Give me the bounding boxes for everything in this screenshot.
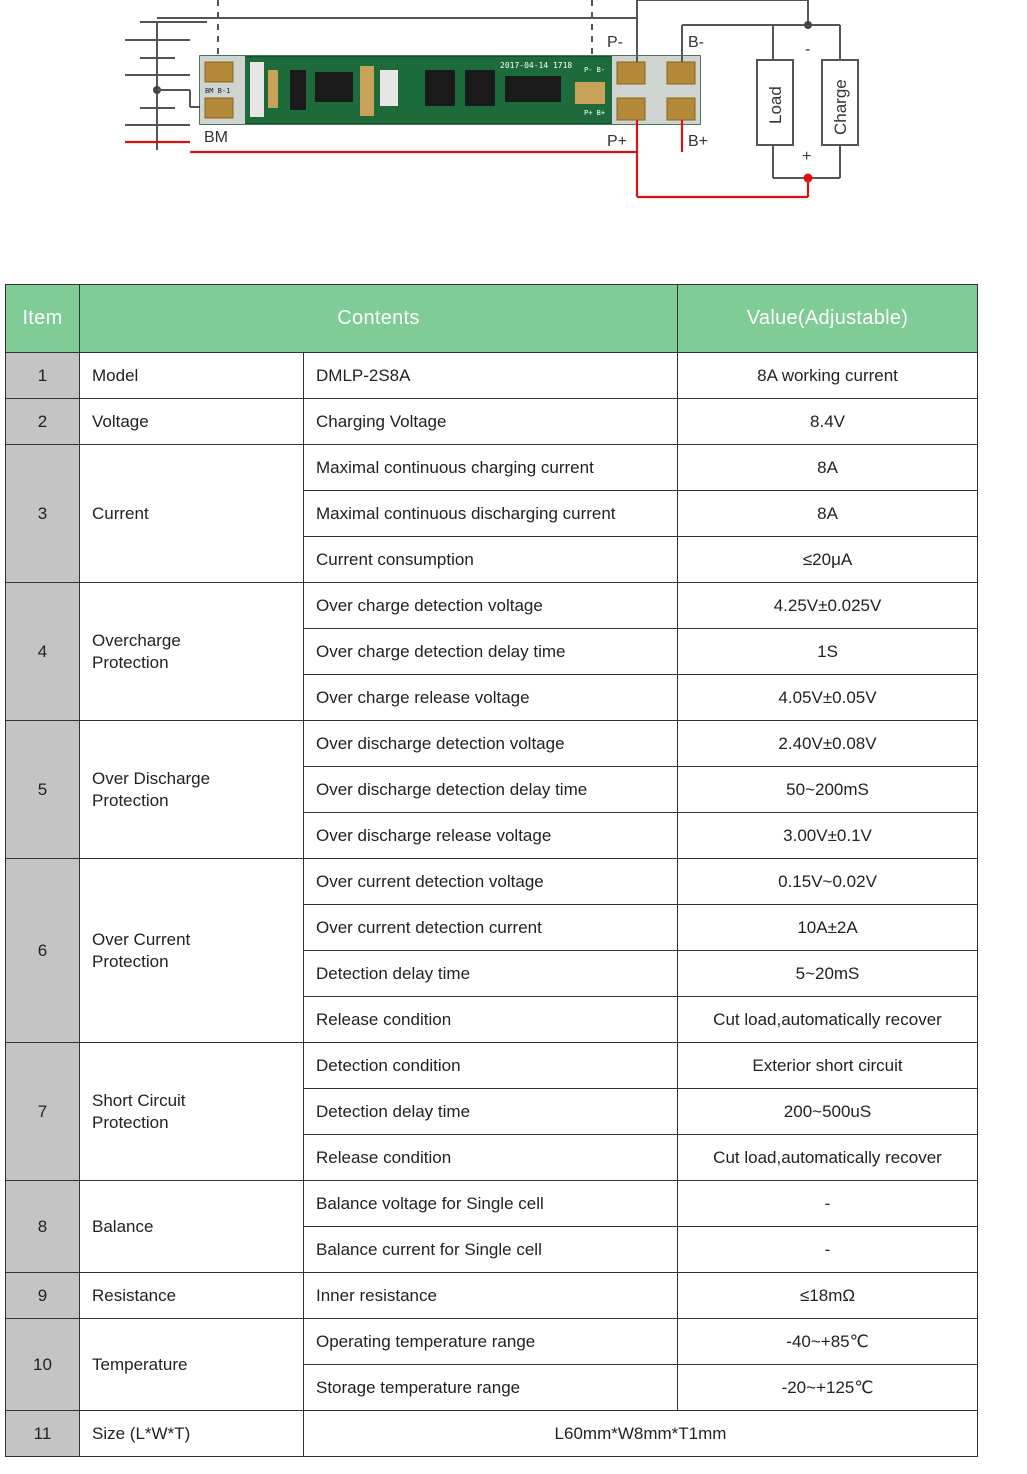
content-cell: Storage temperature range bbox=[304, 1365, 678, 1411]
table-row bbox=[6, 1181, 978, 1227]
table-row bbox=[6, 1273, 978, 1319]
table-row bbox=[6, 399, 978, 445]
label-b-minus: B- bbox=[688, 34, 704, 51]
item-number: 11 bbox=[6, 1411, 80, 1457]
table-row bbox=[6, 859, 978, 905]
label-p-minus: P- bbox=[607, 34, 623, 51]
content-cell: Maximal continuous discharging current bbox=[304, 491, 678, 537]
table-header-row bbox=[6, 285, 978, 353]
category-cell: Over Current Protection bbox=[80, 859, 304, 1043]
category-cell: Resistance bbox=[80, 1273, 304, 1319]
category-cell: Size (L*W*T) bbox=[80, 1411, 304, 1457]
category-cell: Balance bbox=[80, 1181, 304, 1273]
value-cell: 0.15V~0.02V bbox=[678, 859, 978, 905]
category-cell: Temperature bbox=[80, 1319, 304, 1411]
value-cell: 8A working current bbox=[678, 353, 978, 399]
table-row bbox=[6, 353, 978, 399]
item-number: 1 bbox=[6, 353, 80, 399]
header-item: Item bbox=[6, 285, 80, 353]
content-cell: Inner resistance bbox=[304, 1273, 678, 1319]
value-cell: 8A bbox=[678, 491, 978, 537]
battery-symbol bbox=[125, 22, 190, 150]
value-cell: 200~500uS bbox=[678, 1089, 978, 1135]
content-cell: Over current detection current bbox=[304, 905, 678, 951]
value-cell: 4.05V±0.05V bbox=[678, 675, 978, 721]
item-number: 9 bbox=[6, 1273, 80, 1319]
item-number: 7 bbox=[6, 1043, 80, 1181]
content-cell: DMLP-2S8A bbox=[304, 353, 678, 399]
category-cell: Voltage bbox=[80, 399, 304, 445]
content-cell: Release condition bbox=[304, 997, 678, 1043]
table-row bbox=[6, 1043, 978, 1089]
value-cell: Cut load,automatically recover bbox=[678, 997, 978, 1043]
content-cell: Maximal continuous charging current bbox=[304, 445, 678, 491]
value-cell: 8A bbox=[678, 445, 978, 491]
content-cell: Over discharge detection delay time bbox=[304, 767, 678, 813]
content-cell: Over current detection voltage bbox=[304, 859, 678, 905]
table-row bbox=[6, 1319, 978, 1365]
item-number: 5 bbox=[6, 721, 80, 859]
charge-plus: + bbox=[802, 148, 812, 165]
charge-label: Charge bbox=[831, 79, 850, 135]
value-cell: -40~+85℃ bbox=[678, 1319, 978, 1365]
content-cell: Detection delay time bbox=[304, 951, 678, 997]
value-cell: 8.4V bbox=[678, 399, 978, 445]
content-cell: Over charge detection voltage bbox=[304, 583, 678, 629]
value-cell: 4.25V±0.025V bbox=[678, 583, 978, 629]
table-row-size bbox=[6, 1411, 978, 1457]
content-cell: Over discharge release voltage bbox=[304, 813, 678, 859]
value-cell: 1S bbox=[678, 629, 978, 675]
value-cell: Cut load,automatically recover bbox=[678, 1135, 978, 1181]
value-cell: 5~20mS bbox=[678, 951, 978, 997]
category-cell: Current bbox=[80, 445, 304, 583]
value-cell: 50~200mS bbox=[678, 767, 978, 813]
value-cell: ≤20μA bbox=[678, 537, 978, 583]
content-cell: Current consumption bbox=[304, 537, 678, 583]
content-cell: Detection delay time bbox=[304, 1089, 678, 1135]
table-row bbox=[6, 721, 978, 767]
spec-table bbox=[5, 284, 978, 1457]
table-row bbox=[6, 583, 978, 629]
wiring-diagram bbox=[0, 0, 1027, 230]
table-row bbox=[6, 445, 978, 491]
item-number: 6 bbox=[6, 859, 80, 1043]
category-cell: Model bbox=[80, 353, 304, 399]
content-cell: Operating temperature range bbox=[304, 1319, 678, 1365]
load-label: Load bbox=[766, 86, 785, 124]
label-p-plus: P+ bbox=[607, 133, 628, 150]
category-cell: Over Discharge Protection bbox=[80, 721, 304, 859]
category-cell: Overcharge Protection bbox=[80, 583, 304, 721]
value-cell: ≤18mΩ bbox=[678, 1273, 978, 1319]
value-cell: 3.00V±0.1V bbox=[678, 813, 978, 859]
item-number: 2 bbox=[6, 399, 80, 445]
value-cell: 2.40V±0.08V bbox=[678, 721, 978, 767]
table-body bbox=[6, 353, 978, 1457]
value-cell: -20~+125℃ bbox=[678, 1365, 978, 1411]
value-cell: - bbox=[678, 1181, 978, 1227]
pcb-date-mark: 2017-04-14 1718 bbox=[500, 61, 573, 70]
content-cell: Over charge detection delay time bbox=[304, 629, 678, 675]
item-number: 8 bbox=[6, 1181, 80, 1273]
content-cell: Balance current for Single cell bbox=[304, 1227, 678, 1273]
content-cell: Over charge release voltage bbox=[304, 675, 678, 721]
value-cell: 10A±2A bbox=[678, 905, 978, 951]
category-cell: Short Circuit Protection bbox=[80, 1043, 304, 1181]
size-value-cell: L60mm*W8mm*T1mm bbox=[304, 1411, 978, 1457]
charge-minus: - bbox=[805, 41, 811, 58]
pcb-pad-label-top: P- B- bbox=[584, 66, 606, 74]
content-cell: Detection condition bbox=[304, 1043, 678, 1089]
content-cell: Balance voltage for Single cell bbox=[304, 1181, 678, 1227]
item-number: 4 bbox=[6, 583, 80, 721]
header-value: Value(Adjustable) bbox=[678, 285, 978, 353]
label-b-plus: B+ bbox=[688, 133, 709, 150]
content-cell: Release condition bbox=[304, 1135, 678, 1181]
pcb-bm-mark: BM B-1 bbox=[205, 87, 231, 95]
value-cell: Exterior short circuit bbox=[678, 1043, 978, 1089]
content-cell: Charging Voltage bbox=[304, 399, 678, 445]
header-contents: Contents bbox=[80, 285, 678, 353]
value-cell: - bbox=[678, 1227, 978, 1273]
item-number: 10 bbox=[6, 1319, 80, 1411]
pcb-pad-label-bottom: P+ B+ bbox=[584, 109, 606, 117]
label-bm: BM bbox=[204, 129, 228, 146]
content-cell: Over discharge detection voltage bbox=[304, 721, 678, 767]
item-number: 3 bbox=[6, 445, 80, 583]
